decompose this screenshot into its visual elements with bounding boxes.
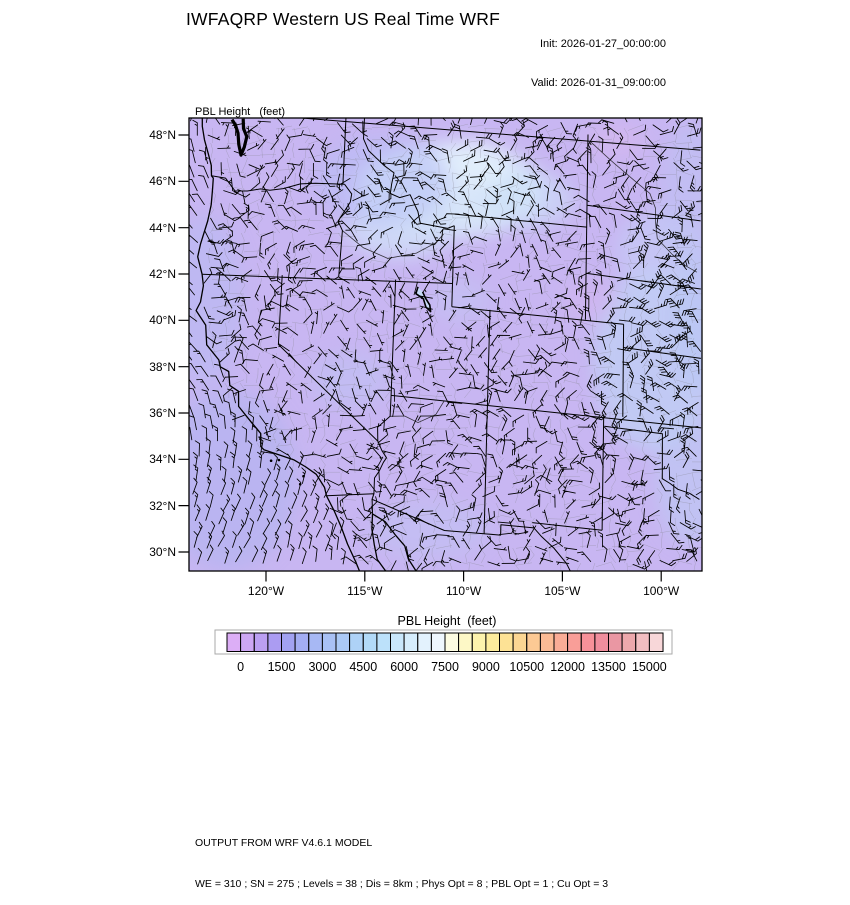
colorbar-cell [595, 633, 609, 652]
colorbar-tick-label: 1500 [267, 660, 296, 674]
colorbar-tick-label: 12000 [550, 660, 585, 674]
lon-tick-label: 110°W [445, 584, 482, 598]
model-footer [195, 810, 608, 905]
lat-tick-label: 48°N [149, 128, 176, 142]
colorbar-cell [609, 633, 623, 652]
lat-tick-label: 40°N [149, 313, 176, 328]
colorbar-cell [363, 633, 377, 652]
colorbar-cell [295, 633, 309, 652]
colorbar-cell [622, 633, 636, 652]
colorbar-cell [540, 633, 554, 652]
colorbar-cell [568, 633, 582, 652]
lon-tick-label: 100°W [643, 584, 680, 598]
lat-tick-label: 32°N [149, 498, 176, 513]
colorbar-cell [336, 633, 350, 652]
colorbar-cell [472, 633, 486, 652]
colorbar-cell [391, 633, 405, 652]
lat-tick-label: 30°N [149, 544, 176, 559]
colorbar-cell [527, 633, 541, 652]
init-time: Init: 2026-01-27_00:00:00 [540, 38, 666, 50]
colorbar-cell [322, 633, 336, 652]
colorbar-cell [445, 633, 459, 652]
channel-island [270, 459, 273, 462]
lat-tick-label: 44°N [149, 220, 176, 235]
colorbar-tick-label: 10500 [509, 660, 545, 674]
colorbar-cell [309, 633, 323, 652]
footer-line1: OUTPUT FROM WRF V4.6.1 MODEL [195, 837, 373, 849]
colorbar-tick-label: 15000 [631, 660, 667, 674]
colorbar-cell [459, 633, 473, 652]
colorbar-cell [431, 633, 445, 652]
colorbar-cell [581, 633, 595, 652]
colorbar-cell [513, 633, 527, 652]
colorbar-cell [486, 633, 500, 652]
colorbar-tick-label: 3000 [308, 660, 337, 674]
valid-time: Valid: 2026-01-31_09:00:00 [531, 77, 666, 89]
lat-tick-label: 36°N [149, 405, 176, 420]
colorbar-cell [227, 633, 241, 652]
map-area [158, 105, 725, 591]
colorbar-tick-label: 13500 [591, 660, 626, 674]
colorbar-tick-label: 0 [237, 660, 245, 674]
footer-line2: WE = 310 ; SN = 275 ; Levels = 38 ; Dis = 8km ; Phys Opt = 8 ; PBL Opt = 1 ; Cu Opt = 3 [195, 877, 609, 890]
field-label: PBL Height (feet) [195, 106, 286, 118]
lat-tick-label: 38°N [149, 359, 176, 374]
colorbar-tick-label: 4500 [349, 660, 378, 674]
page-title: IWFAQRP Western US Real Time WRF [186, 9, 500, 29]
colorbar-cell [554, 633, 568, 652]
lat-tick-label: 34°N [149, 452, 176, 467]
colorbar-cell [500, 633, 514, 652]
colorbar-cell [282, 633, 296, 652]
colorbar-cell [350, 633, 364, 652]
colorbar-cell [268, 633, 282, 652]
colorbar [227, 633, 663, 652]
colorbar-cell [404, 633, 418, 652]
colorbar-title: PBL Height (feet) [397, 614, 497, 628]
colorbar-tick-label: 6000 [390, 660, 419, 674]
colorbar-cell [649, 633, 663, 652]
channel-island [278, 459, 281, 462]
colorbar-cell [418, 633, 432, 652]
colorbar-tick-label: 7500 [431, 660, 459, 674]
colorbar-cell [377, 633, 391, 652]
colorbar-cell [254, 633, 268, 652]
lon-tick-label: 115°W [347, 584, 383, 598]
colorbar-tick-label: 9000 [471, 660, 500, 674]
colorbar-cell [241, 633, 255, 652]
lat-tick-label: 42°N [149, 266, 176, 281]
colorbar-cell [636, 633, 650, 652]
lat-tick-label: 46°N [149, 174, 176, 189]
lon-tick-label: 120°W [247, 584, 285, 598]
lon-tick-label: 105°W [544, 584, 581, 598]
